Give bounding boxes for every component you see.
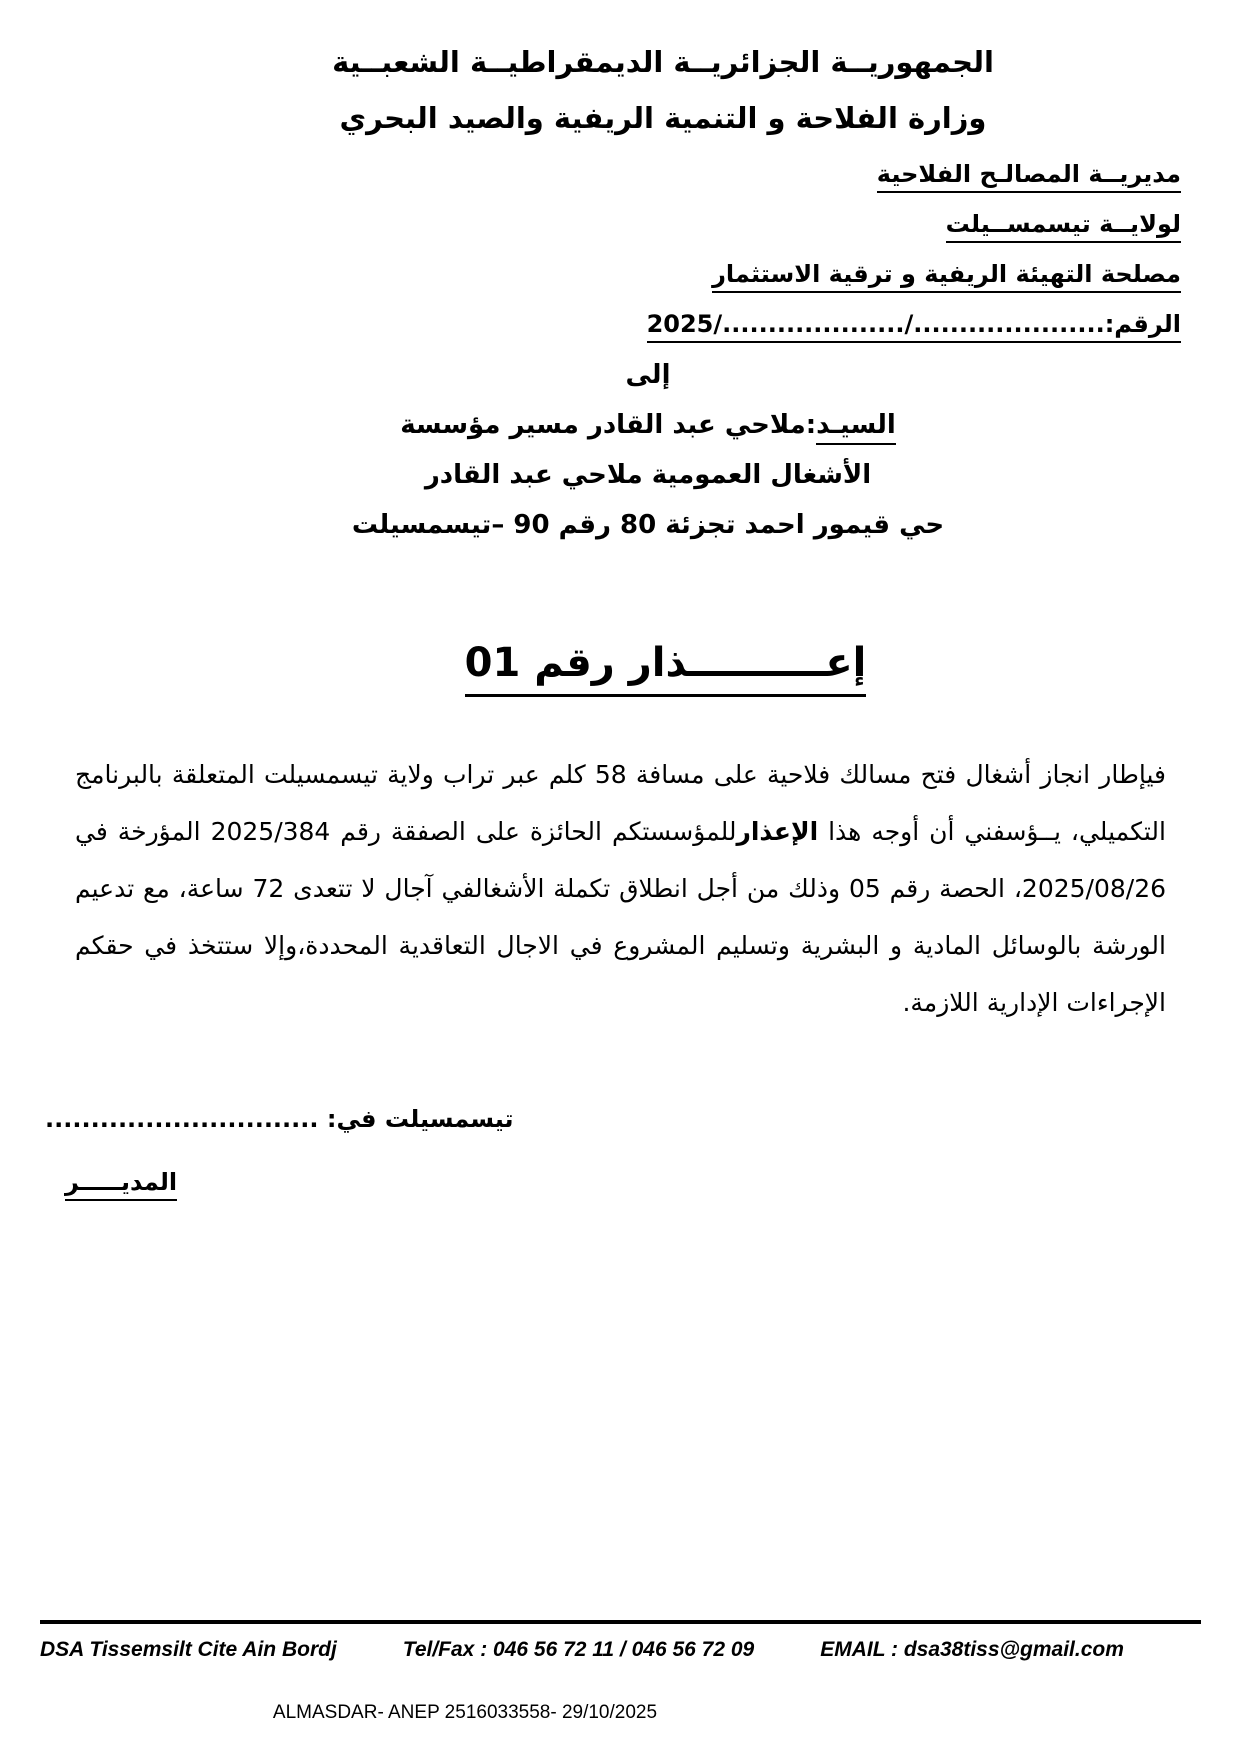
footer-contact-row — [40, 1638, 1201, 1662]
to-label: إلى — [625, 360, 671, 390]
body-text-start: فيإطار انجاز أشغال فتح مسالك فلاحية على مسافة 58 كلم عبر تراب ولاية تيسمسيلت المتعلقة بالبرنامج التكميلي، يــؤسفني أن أوجه هذا — [75, 760, 1166, 846]
notice-title: إعــــــــــذار رقم 01 — [0, 640, 1241, 686]
service-line: مصلحة التهيئة الريفية و ترقية الاستثمار — [647, 250, 1181, 298]
footer-address: DSA Tissemsilt Cite Ain Bordj — [40, 1638, 337, 1661]
footer-email: EMAIL : dsa38tiss@gmail.com — [820, 1638, 1124, 1661]
place-date-line: تيسمسيلت في: .............................. — [45, 1105, 514, 1133]
anep-reference-line: ALMASDAR- ANEP 2516033558- 29/10/2025 — [272, 1702, 658, 1723]
address-line: حي قيمور احمد تجزئة 80 رقم 90 –تيسمسيلت — [351, 510, 945, 540]
company-line: الأشغال العمومية ملاحي عبد القادر — [424, 460, 872, 490]
body-emphasis-word: الإعذار — [736, 817, 819, 846]
ministry-title: وزارة الفلاحة و التنمية الريفية والصيد البحري — [339, 101, 987, 135]
document-header — [0, 34, 1241, 146]
footer-divider — [40, 1620, 1201, 1624]
notice-body-paragraph — [75, 746, 1166, 1031]
addressee-block — [0, 350, 1241, 550]
republic-title: الجمهوريــة الجزائريــة الديمقراطيــة الشعبــية — [332, 45, 994, 79]
issuer-block — [647, 150, 1181, 350]
reference-number-line: الرقم:...................../..................../2025 — [647, 300, 1181, 348]
director-signature-label: المديـــــر — [65, 1168, 177, 1196]
directorate-line: مديريــة المصالـح الفلاحية — [647, 150, 1181, 198]
wilaya-line: لولايــة تيسمســيلت — [647, 200, 1181, 248]
addressee-name-line — [55, 400, 1241, 450]
footer-telfax: Tel/Fax : 046 56 72 11 / 046 56 72 09 — [402, 1638, 755, 1661]
salutation-label: السيـد — [816, 410, 896, 445]
body-text-end: للمؤسستكم الحائزة على الصفقة رقم 2025/384 المؤرخة في 2025/08/26، الحصة رقم 05 وذلك من أجل انطلاق تكملة الأشغالفي آجال لا تتعدى 72 ساعة، مع تدعيم الورشة بالوسائل المادية و البشرية وتسليم المشروع في الاجال التعاقدية المحددة،وإلا ستتخذ في حقكم الإجراءات الإدارية اللازمة. — [75, 817, 1167, 1017]
addressee-name: :ملاحي عبد القادر مسير مؤسسة — [400, 410, 817, 440]
